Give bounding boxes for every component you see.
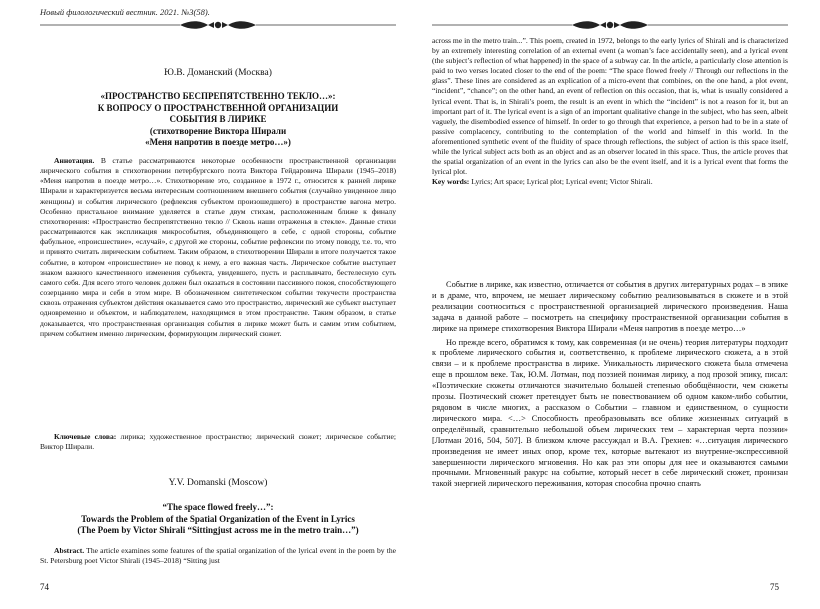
- abstract-en: [40, 546, 396, 566]
- title-ru-line: (стихотворение Виктора Ширали: [149, 125, 287, 136]
- title-ru-line: СОБЫТИЯ В ЛИРИКЕ: [169, 114, 267, 125]
- keywords-ru: [40, 432, 396, 452]
- title-en-line: Towards the Problem of the Spatial Organization of the Event in Lyrics: [81, 513, 355, 524]
- article-body-ru: [432, 280, 788, 490]
- keywords-en-label: Key words:: [432, 177, 470, 187]
- keywords-ru-label: Ключевые слова:: [54, 432, 117, 441]
- page-number-right: 75: [770, 582, 779, 592]
- ornament-divider-right: [432, 20, 788, 30]
- ornament-flourish-icon: [432, 20, 788, 30]
- author-ru: Ю.В. Доманский (Москва): [164, 68, 272, 78]
- abstract-ru: [40, 156, 396, 339]
- abstract-ru-label: Аннотация.: [54, 156, 95, 165]
- abstract-en-paragraph: across me in the metro train...”. This poem, created in 1972, belongs to the early lyrics of Shirali and is characterized by an extremely interesting correlation of an external event (a woman’s face accidentally seen), and a lyrical event (the subject’s reflection of what happened) in the space of a subway car. In the article, a particularly close attention is paid to two verses located closer to the end of the poem: “The space flowed freely // Through our reflections in the glass”. These lines are considered as an explication of a micro-event that combines, on the one hand, a plot event, “incident”, “chance”; on the other hand, an event of reflection on this occasion, that is, what is usually considered a lyrical event. That is, in Shirali’s poem, the result is an event in which the “incident” is not a reason for it, but an important part of it. The lyrical event is a sign of an important qualitative change in the subject, who has seen, albeit vaguely, the disembodied essence of himself. In order to go through that experience, a person had to be in a state of passive complacency, contributing to the contemplation of the world and himself in this world. In the aforementioned synthetic event of the fluidity of space through reflections, the subject of action is this space itself, while the lyrical subject acts both as an object and as an observer located in this space. Thus, the article proves that the spatial organization of an event in the lyrics can also be the event itself, and it is a lyrical event that forms the lyrical plot.: [432, 36, 788, 177]
- ornament-divider-left: [40, 20, 396, 30]
- title-en-line: (The Poem by Victor Shirali “Sittingjust across me in the metro train…”): [77, 525, 359, 536]
- abstract-en-text: The article examines some features of the spatial organization of the lyrical event in the poem by the St. Petersburg poet Victor Shirali (1945–2018) “Sitting just: [40, 546, 396, 566]
- keywords-en-text: Lyrics; Art space; Lyrical plot; Lyrical event; Victor Shirali.: [469, 177, 653, 187]
- running-head: Новый филологический вестник. 2021. №3(58).: [40, 7, 210, 17]
- body-paragraph: Но прежде всего, обратимся к тому, как современная (и не очень) теория литературы подходит к проблеме лирического события и, соответственно, к проблеме лирического сюжета, а в этой связи – и к проблеме пространства в лирике. Уникальность лирического сюжета была отмечена еще в прошлом веке. Так, Ю.М. Лотман, под поэзией понимая лирику, а под прозой эпику, писал: «Поэтические сюжеты отличаются значительно большей степенью обобщённости, чем сюжеты прозы. Поэтический сюжет претендует быть не повествованием об одном каком-либо событии, рядовом в числе многих, а рассказом о Событии – главном и единственном, о сущности лирического мира. <…> Способность преобразовывать все облике жизненных ситуаций в определённый, сравнительно небольшой объем лирических тем – характерная черта поэзии» [Лотман 2016, 504, 507]. В близком ключе рассуждал и В.А. Грехнев: «…ситуация лирического произведения не имеет иных опор, кроме тех, которые вытекают из внутренне-экспрессивной завершенности лирического мгновения. Но как раз эти опоры для нее и оказываются самыми прочными. Мгновенный ракурс на событие, который несет в себе лирический сюжет, пронизан такой энергией лирического переживания, которая способна прочно спаять: [432, 337, 788, 489]
- keywords-en: [432, 177, 788, 187]
- body-paragraph: Событие в лирике, как известно, отличается от события в других литературных родах – в эпике и в драме, что, впрочем, не мешает лирическому событию реализовываться в сюжете и в этой реализации соотноситься с пространственной организацией лирического произведения. Наша задача в данной работе – посмотреть на специфику пространственной организации события в лирике на примере стихотворения Виктора Ширали «Меня напротив в поезде метро…»: [432, 280, 788, 333]
- page-number-left: 74: [40, 582, 49, 592]
- title-en-line: “The space flowed freely…”:: [162, 502, 274, 512]
- article-title-ru: [40, 91, 396, 149]
- ornament-flourish-icon: [40, 20, 396, 30]
- title-ru-line: «ПРОСТРАНСТВО БЕСПРЕПЯТСТВЕННО ТЕКЛО…»:: [100, 91, 336, 101]
- keywords-ru-text: лирика; художественное пространство; лирический сюжет; лирическое событие; Виктор Ширали.: [40, 432, 397, 452]
- abstract-en-label: Abstract.: [54, 546, 85, 555]
- title-ru-line: «Меня напротив в поезде метро…»): [145, 137, 291, 148]
- author-en: Y.V. Domanski (Moscow): [168, 478, 268, 488]
- article-title-en: [40, 502, 396, 537]
- title-ru-line: К ВОПРОСУ О ПРОСТРАНСТВЕННОЙ ОРГАНИЗАЦИИ: [97, 102, 339, 113]
- abstract-en-continued: [432, 36, 788, 187]
- abstract-ru-text: В статье рассматриваются некоторые особенности пространственной организации лирического события в стихотворении петербургского поэта Виктора Гейдаровича Ширали (1945–2018) «Меня напротив в поезде метро…». Стихотворение это, созданное в 1972 г., относится к ранней лирике Ширали и характеризуется весьма интересным соотношением внешнего события (случайно увиденное лицо женщины) и события лирического (рефлексия субъектом произошедшего) в пространстве вагона метро. Особенно пристальное внимание уделяется в статье двум стихам, расположенным ближе к финалу стихотворения: «Пространство беспрепятственно текло // Сквозь наши отраженья в стекле». Данные стихи рассматриваются как экспликация микрособытия, объединяющего в себе, с одной стороны, событие фабульное, «происшествие», «случай», с другой же стороны, событие рефлексии по этому поводу, т.е. то, что и принято считать лирическим событием. Таким образом, в стихотворении Ширали в итоге получается такое событие, в котором «происшествие» не повод к нему, а его важная часть. Лирическое событие выступает знаком важного качественного изменения субъекта, увидевшего, пусть и расплывчато, бестелесную суть самого себя. Для всего этого человек должен был оказаться в состоянии пассивного покоя, способствующего созерцанию мира и себя в этом мире. В обозначенном синтетическом событии текучести пространства сквозь отражения субъектом действия оказывается само это пространство, лирический же субъект выступает одновременно и объектом, и наблюдателем, находящимся в этом пространстве. Таким образом, в статье доказывается, что пространственная организация события в лирике может быть и самим этим событием, причем событием именно лирическим, формирующим лирический сюжет.: [40, 156, 396, 338]
